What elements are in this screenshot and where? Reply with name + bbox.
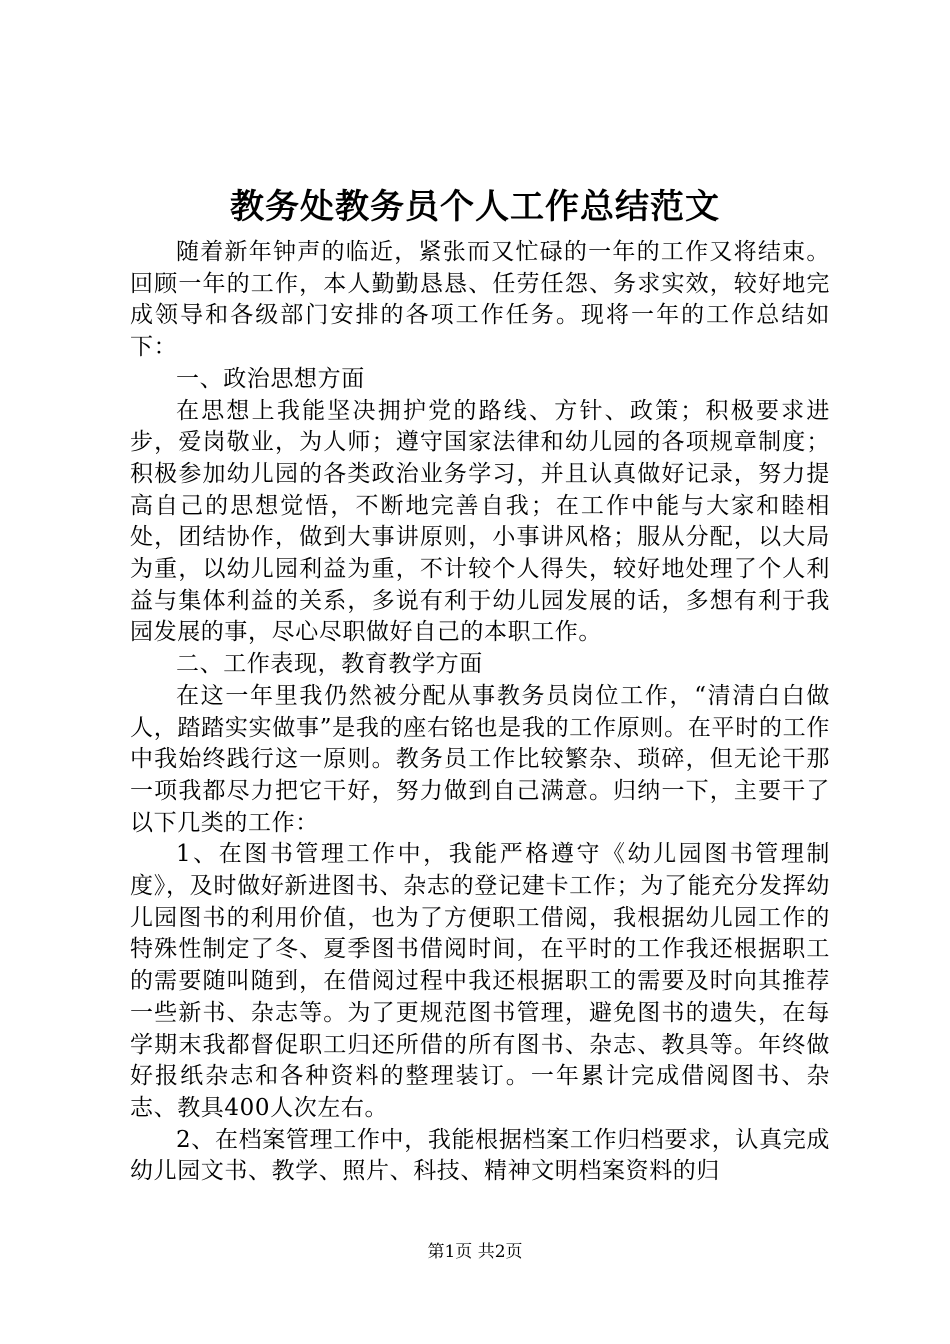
intro-paragraph: 随着新年钟声的临近，紧张而又忙碌的一年的工作又将结束。回顾一年的工作，本人勤勤恳恳、任劳任怨、务求实效，较好地完成领导和各级部门安排的各项工作任务。现将一年的工作总结如下： xyxy=(130,239,830,361)
political-paragraph: 在思想上我能坚决拥护党的路线、方针、政策；积极要求进步，爱岗敬业，为人师；遵守国家法律和幼儿园的各项规章制度；积极参加幼儿园的各类政治业务学习，并且认真做好记录，努力提高自己的思想觉悟，不断地完善自我；在工作中能与大家和睦相处，团结协作，做到大事讲原则，小事讲风格；服从分配，以大局为重，以幼儿园利益为重，不计较个人得失，较好地处理了个人利益与集体利益的关系，多说有利于幼儿园发展的话，多想有利于我园发展的事，尽心尽职做好自己的本职工作。 xyxy=(130,397,830,646)
section-heading-political: 一、政治思想方面 xyxy=(176,365,365,392)
document-body xyxy=(130,237,830,1188)
work-paragraph: 在这一年里我仍然被分配从事教务员岗位工作，“清清白白做人，踏踏实实做事”是我的座右铭也是我的工作原则。在平时的工作中我始终践行这一原则。教务员工作比较繁杂、琐碎，但无论干那一项我都尽力把它干好，努力做到自己满意。归纳一下，主要干了以下几类的工作： xyxy=(130,682,830,836)
library-paragraph: 1、在图书管理工作中，我能严格遵守《幼儿园图书管理制度》，及时做好新进图书、杂志的登记建卡工作；为了能充分发挥幼儿园图书的利用价值，也为了方便职工借阅，我根据幼儿园工作的特殊性制定了冬、夏季图书借阅时间，在平时的工作我还根据职工的需要随叫随到，在借阅过程中我还根据职工的需要及时向其推荐一些新书、杂志等。为了更规范图书管理，避免图书的遗失，在每学期末我都督促职工归还所借的所有图书、杂志、教具等。年终做好报纸杂志和各种资料的整理装订。一年累计完成借阅图书、杂志、教具400人次左右。 xyxy=(130,841,830,1121)
archive-paragraph: 2、在档案管理工作中，我能根据档案工作归档要求，认真完成幼儿园文书、教学、照片、科技、精神文明档案资料的归 xyxy=(130,1126,830,1185)
section-heading-work: 二、工作表现，教育教学方面 xyxy=(176,651,483,678)
document-title: 教务处教务员个人工作总结范文 xyxy=(230,187,720,227)
page-number-footer: 第1页 共2页 xyxy=(427,1242,523,1262)
